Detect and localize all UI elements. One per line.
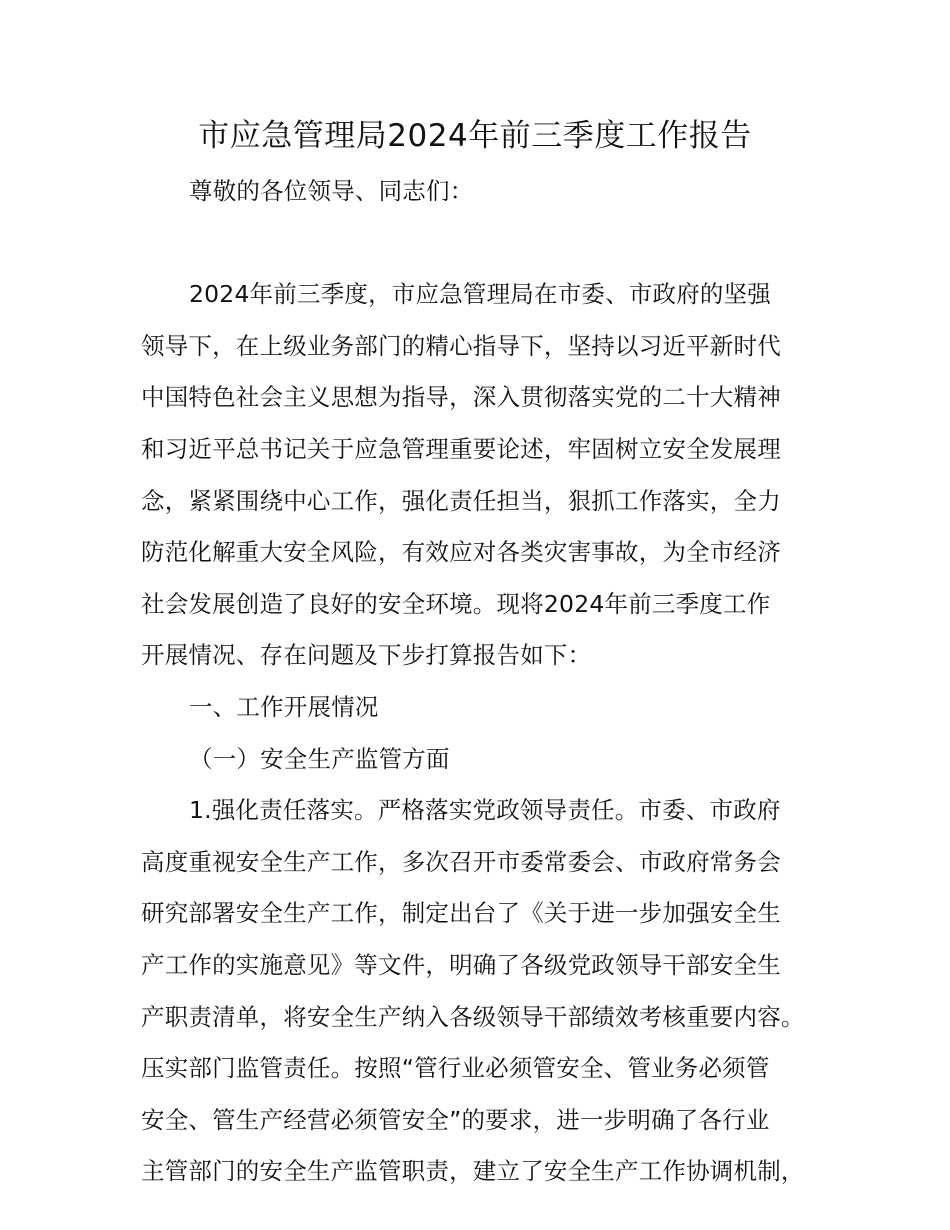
paragraph-line: 社会发展创造了良好的安全环境。现将2024年前三季度工作 (141, 589, 771, 618)
paragraph-line: 高度重视安全生产工作，多次召开市委常委会、市政府常务会 (141, 847, 781, 876)
blank-line (141, 218, 831, 270)
document-title: 市应急管理局2024年前三季度工作报告 (198, 118, 752, 154)
paragraph-line: 防范化解重大安全风险，有效应对各类灾害事故，为全市经济 (141, 538, 781, 567)
paragraph-line: 产职责清单，将安全生产纳入各级领导干部绩效考核重要内容。 (141, 1002, 805, 1031)
paragraph-line: 2024年前三季度，市应急管理局在市委、市政府的坚强 (189, 280, 772, 309)
paragraph-line: 安全、管生产经营必须管安全”的要求，进一步明确了各行业 (141, 1105, 770, 1134)
paragraph-line: 研究部署安全生产工作，制定出台了《关于进一步加强安全生 (141, 899, 781, 928)
paragraph-line: 领导下，在上级业务部门的精心指导下，坚持以习近平新时代 (141, 331, 781, 360)
subsection-heading: （一）安全生产监管方面 (189, 744, 450, 773)
salutation-line: 尊敬的各位领导、同志们： (189, 177, 474, 205)
paragraph-line: 主管部门的安全生产监管职责，建立了安全生产工作协调机制， (141, 1157, 805, 1186)
paragraph-line: 中国特色社会主义思想为指导，深入贯彻落实党的二十大精神 (141, 383, 781, 412)
paragraph-line: 念，紧紧围绕中心工作，强化责任担当，狠抓工作落实，全力 (141, 486, 781, 515)
paragraph-line: 压实部门监管责任。按照“管行业必须管安全、管业务必须管 (141, 1054, 770, 1083)
paragraph-line: 产工作的实施意见》等文件，明确了各级党政领导干部安全生 (141, 950, 781, 979)
paragraph-line: 和习近平总书记关于应急管理重要论述，牢固树立安全发展理 (141, 434, 781, 463)
paragraph-line: 开展情况、存在问题及下步打算报告如下： (141, 641, 592, 670)
document-body (141, 166, 831, 1198)
paragraph-line: 1.强化责任落实。严格落实党政领导责任。市委、市政府 (189, 796, 781, 825)
section-heading: 一、工作开展情况 (189, 692, 379, 721)
